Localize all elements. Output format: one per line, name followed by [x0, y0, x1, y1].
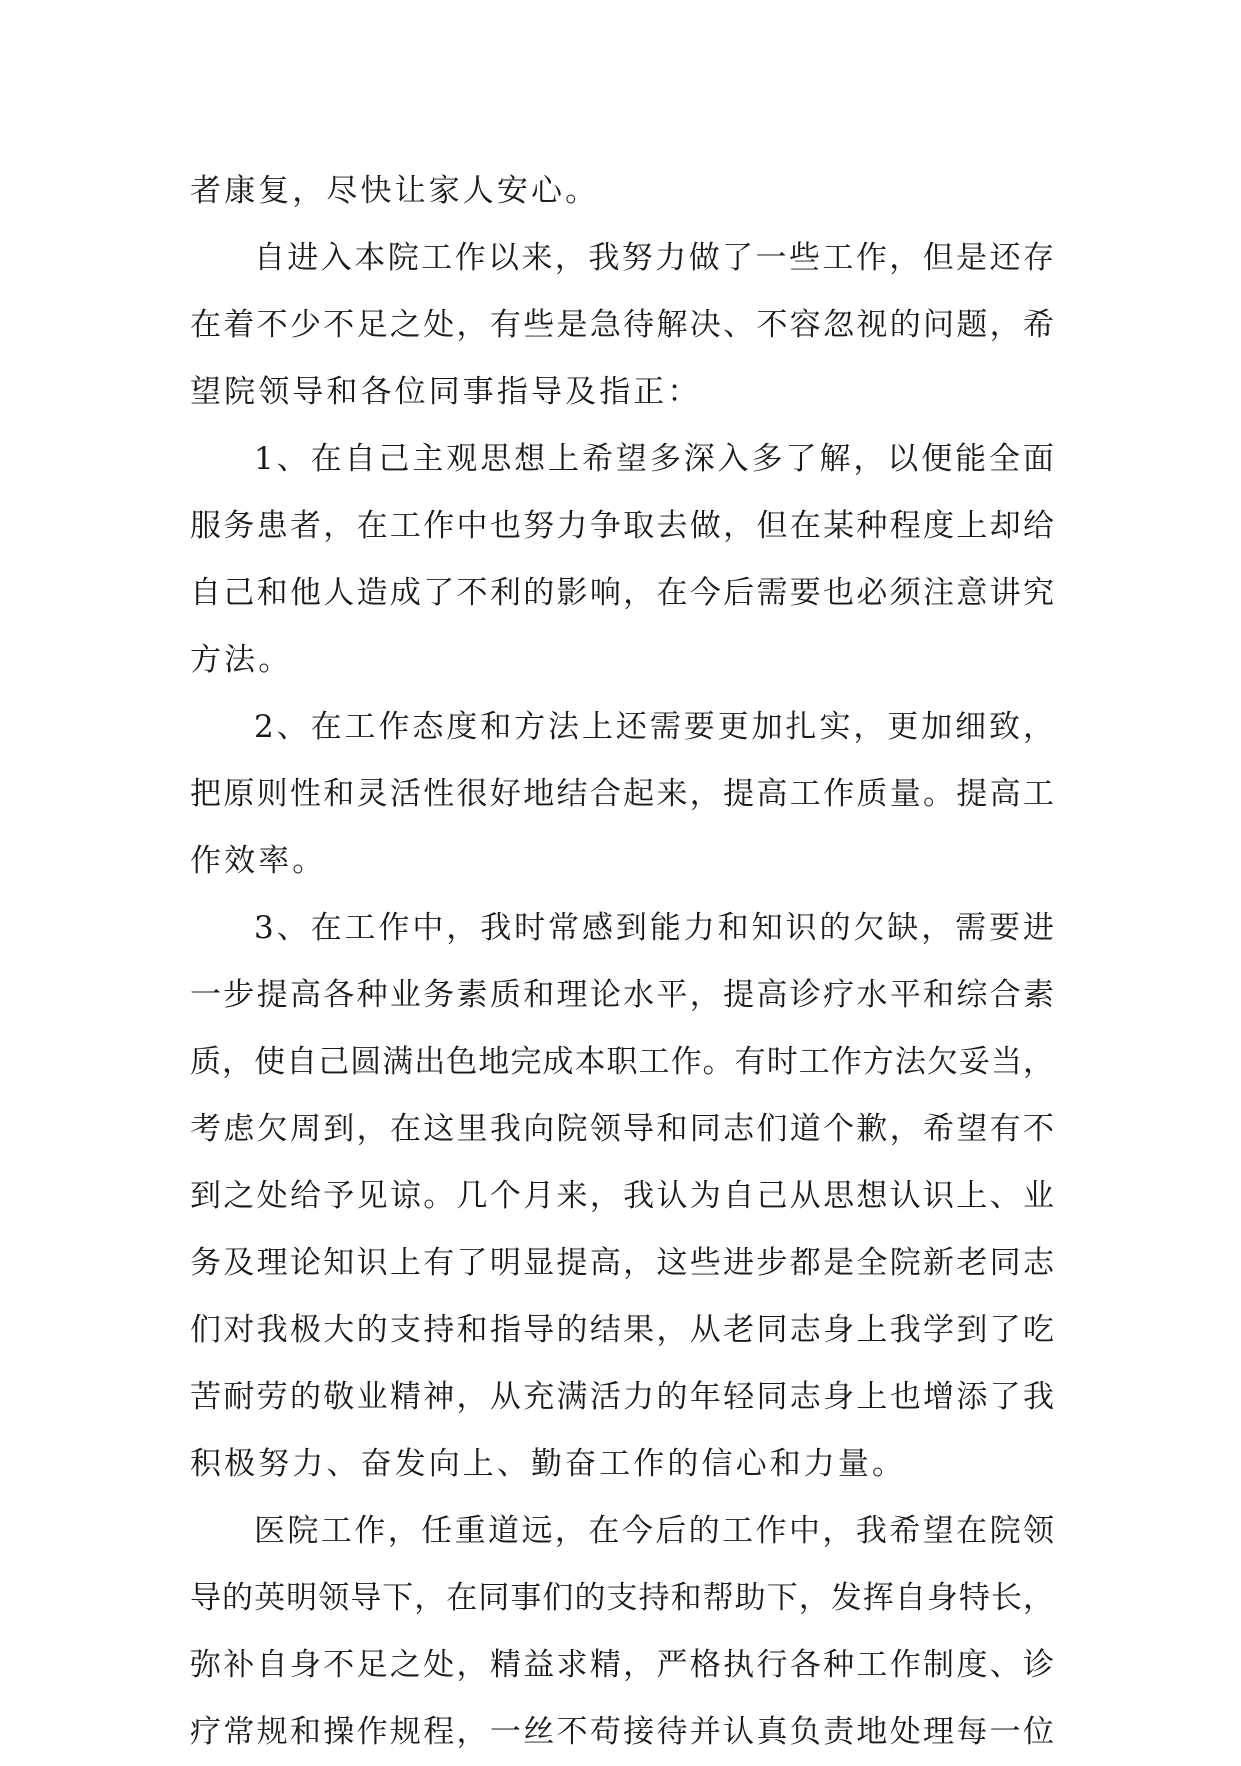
text-line: 弥补自身不足之处，精益求精，严格执行各种工作制度、诊 — [190, 1647, 1054, 1683]
text-line: 3、在工作中，我时常感到能力和知识的欠缺，需要进 — [254, 910, 1054, 946]
paragraph — [190, 694, 1054, 895]
text-line: 务及理论知识上有了明显提高，这些进步都是全院新老同志 — [190, 1245, 1054, 1281]
document-body — [190, 158, 1054, 1766]
text-line: 到之处给予见谅。几个月来，我认为自己从思想认识上、业 — [190, 1178, 1054, 1214]
text-line: 一步提高各种业务素质和理论水平，提高诊疗水平和综合素 — [190, 977, 1054, 1013]
text-line: 把原则性和灵活性很好地结合起来，提高工作质量。提高工 — [190, 776, 1054, 812]
text-line: 考虑欠周到，在这里我向院领导和同志们道个歉，希望有不 — [190, 1111, 1054, 1147]
text-line: 望院领导和各位同事指导及指正： — [190, 374, 702, 410]
text-line: 服务患者，在工作中也努力争取去做，但在某种程度上却给 — [190, 508, 1054, 544]
text-line: 质，使自己圆满出色地完成本职工作。有时工作方法欠妥当， — [190, 1044, 1054, 1080]
paragraph — [190, 225, 1054, 426]
text-line: 积极努力、奋发向上、勤奋工作的信心和力量。 — [190, 1446, 907, 1482]
text-line: 导的英明领导下，在同事们的支持和帮助下，发挥自身特长， — [190, 1580, 1054, 1616]
paragraph — [190, 158, 1054, 225]
text-line: 自己和他人造成了不利的影响，在今后需要也必须注意讲究 — [190, 575, 1054, 611]
paragraph — [190, 426, 1054, 694]
text-line: 医院工作，任重道远，在今后的工作中，我希望在院领 — [254, 1513, 1054, 1549]
text-line: 1、在自己主观思想上希望多深入多了解，以便能全面 — [254, 441, 1054, 477]
text-line: 们对我极大的支持和指导的结果，从老同志身上我学到了吃 — [190, 1312, 1054, 1348]
text-line: 自进入本院工作以来，我努力做了一些工作，但是还存 — [254, 240, 1054, 276]
text-line: 苦耐劳的敬业精神，从充满活力的年轻同志身上也增添了我 — [190, 1379, 1054, 1415]
text-line: 在着不少不足之处，有些是急待解决、不容忽视的问题，希 — [190, 307, 1054, 343]
text-line: 者康复，尽快让家人安心。 — [190, 173, 600, 209]
text-line: 方法。 — [190, 642, 293, 678]
paragraph — [190, 1498, 1054, 1766]
text-line: 疗常规和操作规程，一丝不苟接待并认真负责地处理每一位 — [190, 1714, 1054, 1750]
paragraph — [190, 895, 1054, 1498]
text-line: 2、在工作态度和方法上还需要更加扎实，更加细致， — [254, 709, 1054, 745]
text-line: 作效率。 — [190, 843, 327, 879]
